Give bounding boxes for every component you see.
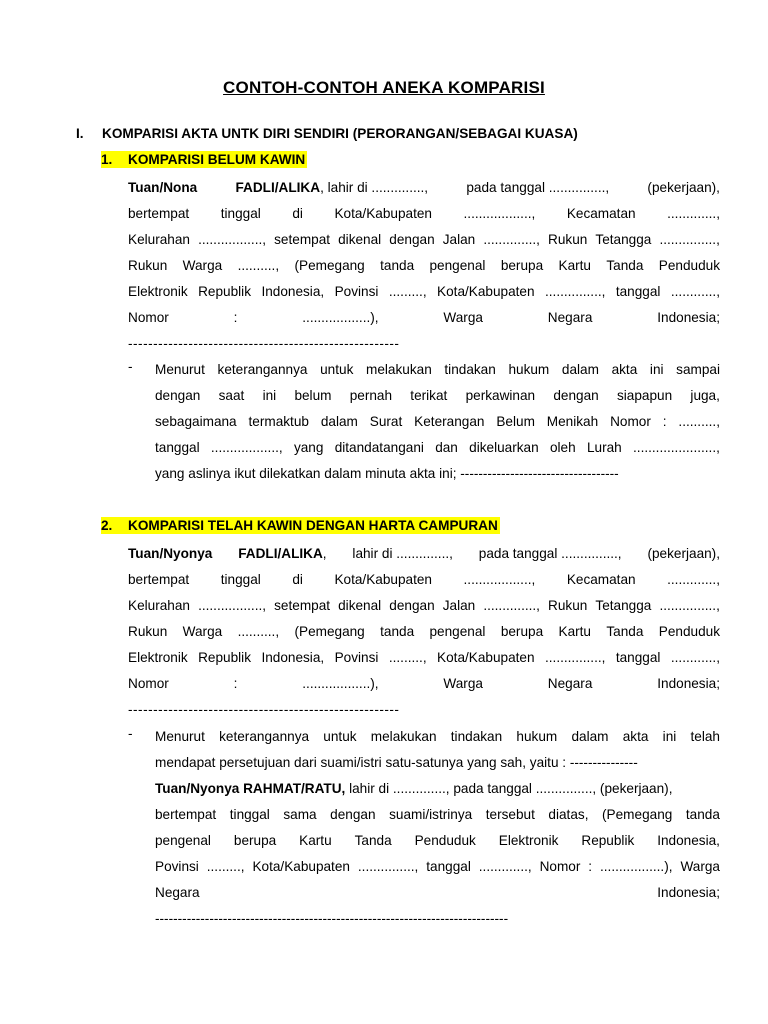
paragraph-line: Rukun Warga .........., (Pemegang tanda pengenal berupa Kartu Tanda Penduduk xyxy=(128,624,720,639)
bullet-marker: - xyxy=(128,726,133,741)
paragraph-line: Nomor : ..................), Warga Negara Indonesia; xyxy=(128,676,720,691)
paragraph-line: bertempat tinggal di Kota/Kabupaten .................., Kecamatan ............., xyxy=(128,572,720,587)
paragraph-line: Elektronik Republik Indonesia, Povinsi ........., Kota/Kabupaten ..............., tanggal ............, xyxy=(128,284,720,299)
paragraph-line: yang aslinya ikut dilekatkan dalam minuta akta ini; ----------------------------------- xyxy=(155,466,619,481)
paragraph-line: Menurut keterangannya untuk melakukan tindakan hukum dalam akta ini telah xyxy=(155,729,720,744)
paragraph-line: bertempat tinggal di Kota/Kabupaten .................., Kecamatan ............., xyxy=(128,206,720,221)
separator-dashes: ------------------------------------------------------ xyxy=(128,336,400,351)
subsection-heading-2 xyxy=(101,518,500,533)
subsection-heading-1 xyxy=(101,152,307,167)
subsection-label: KOMPARISI BELUM KAWIN xyxy=(128,152,306,167)
paragraph-line: Menurut keterangannya untuk melakukan tindakan hukum dalam akta ini sampai xyxy=(155,362,720,377)
paragraph-line: Kelurahan ................., setempat dikenal dengan Jalan .............., Rukun Tetangga ..............., xyxy=(128,598,720,613)
komparisi-paragraph-2 xyxy=(128,541,720,697)
paragraph-line: bertempat tinggal sama dengan suami/istrinya tersebut diatas, (Pemegang tanda xyxy=(155,807,720,822)
paragraph-line: Elektronik Republik Indonesia, Povinsi ........., Kota/Kabupaten ..............., tanggal ............, xyxy=(128,650,720,665)
section-label: KOMPARISI AKTA UNTK DIRI SENDIRI (PERORANGAN/SEBAGAI KUASA) xyxy=(102,126,578,141)
section-heading-1 xyxy=(76,126,578,141)
paragraph-line: mendapat persetujuan dari suami/istri satu-satunya yang sah, yaitu : --------------- xyxy=(155,755,638,770)
bullet-paragraph-1 xyxy=(155,357,720,487)
bullet-paragraph-2 xyxy=(155,724,720,932)
subsection-label: KOMPARISI TELAH KAWIN DENGAN HARTA CAMPURAN xyxy=(128,518,498,533)
paragraph-line: Povinsi ........., Kota/Kabupaten ..............., tanggal ............., Nomor : .................), Warga xyxy=(155,859,720,874)
paragraph-line: Kelurahan ................., setempat dikenal dengan Jalan .............., Rukun Tetangga ..............., xyxy=(128,232,720,247)
document-title: CONTOH-CONTOH ANEKA KOMPARISI xyxy=(223,78,545,97)
subsection-number: 1. xyxy=(101,152,113,167)
separator-dashes: ------------------------------------------------------ xyxy=(128,702,400,717)
paragraph-line: Negara Indonesia; xyxy=(155,885,720,900)
paragraph-line: Tuan/Nyonya RAHMAT/RATU, lahir di .............., pada tanggal ..............., (pekerjaan), xyxy=(155,781,673,796)
komparisi-paragraph-1 xyxy=(128,175,720,331)
paragraph-line: Nomor : ..................), Warga Negara Indonesia; xyxy=(128,310,720,325)
paragraph-line: tanggal .................., yang ditandatangani dan dikeluarkan oleh Lurah ......................, xyxy=(155,440,720,455)
section-number: I. xyxy=(76,126,84,141)
paragraph-line: dengan saat ini belum pernah terikat perkawinan dengan siapapun juga, xyxy=(155,388,720,403)
paragraph-line: Tuan/Nona FADLI/ALIKA, lahir di .............., pada tanggal ..............., (pekerjaan), xyxy=(128,180,720,195)
subsection-number: 2. xyxy=(101,518,113,533)
paragraph-line: ------------------------------------------------------------------------------ xyxy=(155,911,509,926)
paragraph-line: sebagaimana termaktub dalam Surat Keterangan Belum Menikah Nomor : .........., xyxy=(155,414,720,429)
bullet-marker: - xyxy=(128,359,133,374)
paragraph-line: Tuan/Nyonya FADLI/ALIKA, lahir di .............., pada tanggal ..............., (pekerjaan), xyxy=(128,546,720,561)
paragraph-line: Rukun Warga .........., (Pemegang tanda pengenal berupa Kartu Tanda Penduduk xyxy=(128,258,720,273)
paragraph-line: pengenal berupa Kartu Tanda Penduduk Elektronik Republik Indonesia, xyxy=(155,833,720,848)
